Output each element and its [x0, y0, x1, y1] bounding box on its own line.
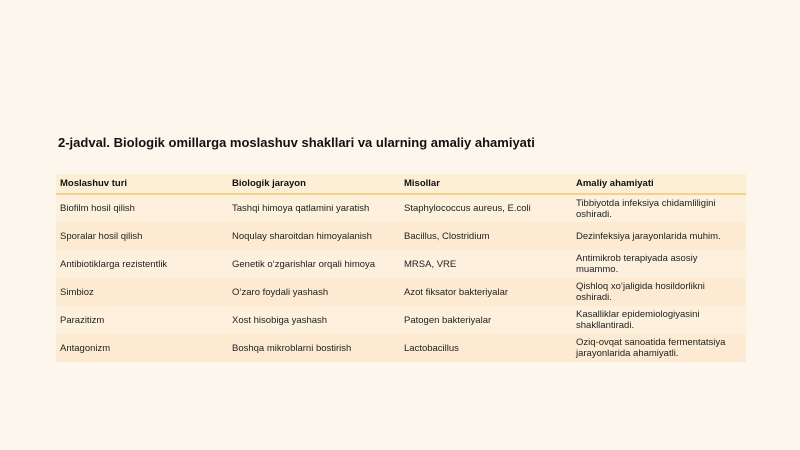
cell-biological-process: Tashqi himoya qatlamini yaratish — [232, 203, 370, 214]
cell-practical-significance: Antimikrob terapiyada asosiy muammo. — [576, 253, 698, 275]
table-row — [56, 334, 746, 362]
cell-practical-significance: Tibbiyotda infeksiya chidamliligini oshiradi. — [576, 197, 716, 220]
cell-examples: Staphylococcus aureus, E.coli — [404, 203, 531, 214]
table-row — [56, 278, 746, 306]
table-header-row — [56, 174, 746, 194]
adaptation-table — [56, 174, 746, 362]
cell-biological-process: Noqulay sharoitdan himoyalanish — [232, 230, 372, 242]
table-row — [56, 222, 746, 250]
cell-adaptation-type: Sporalar hosil qilish — [60, 230, 143, 242]
table-row — [56, 250, 746, 278]
table-row — [56, 194, 746, 222]
cell-adaptation-type: Simbioz — [60, 286, 94, 298]
cell-biological-process: Genetik o‘zgarishlar orqali himoya — [232, 258, 376, 270]
cell-adaptation-type: Parazitizm — [60, 314, 105, 326]
cell-examples: Bacillus, Clostridium — [404, 230, 490, 242]
header-examples: Misollar — [404, 178, 440, 189]
cell-adaptation-type: Biofilm hosil qilish — [60, 203, 135, 214]
cell-practical-significance: Qishloq xo‘jaligida hosildorlikni oshiradi. — [576, 281, 705, 303]
cell-biological-process: Boshqa mikroblarni bostirish — [232, 342, 352, 354]
cell-examples: Azot fiksator bakteriyalar — [404, 286, 509, 298]
header-practical-significance: Amaliy ahamiyati — [576, 178, 654, 189]
cell-examples: MRSA, VRE — [404, 258, 457, 270]
cell-examples: Lactobacillus — [404, 342, 459, 354]
header-biological-process: Biologik jarayon — [232, 178, 306, 189]
cell-examples: Patogen bakteriyalar — [404, 314, 492, 326]
cell-biological-process: O‘zaro foydali yashash — [232, 286, 329, 298]
table-row — [56, 306, 746, 334]
cell-practical-significance: Dezinfeksiya jarayonlarida muhim. — [576, 230, 721, 242]
cell-practical-significance: Kasalliklar epidemiologiyasini shakllantiradi. — [576, 309, 700, 331]
cell-biological-process: Xost hisobiga yashash — [232, 314, 328, 326]
header-adaptation-type: Moslashuv turi — [60, 178, 128, 189]
cell-adaptation-type: Antibiotiklarga rezistentlik — [60, 258, 168, 270]
table-title: 2-jadval. Biologik omillarga moslashuv shakllari va ularning amaliy ahamiyati — [58, 135, 535, 150]
cell-adaptation-type: Antagonizm — [60, 342, 111, 354]
cell-practical-significance: Oziq-ovqat sanoatida fermentatsiya jarayonlarida ahamiyatli. — [576, 337, 726, 359]
